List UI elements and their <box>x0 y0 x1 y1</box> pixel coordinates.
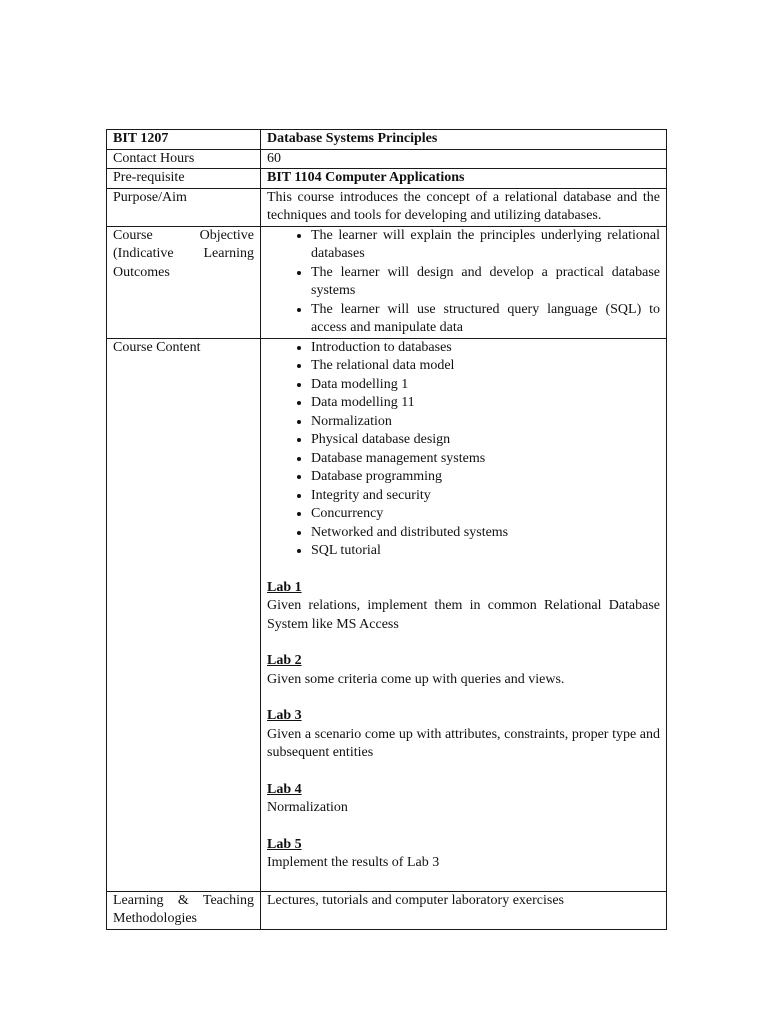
course-content-label: Course Content <box>107 338 261 891</box>
lab-2-description: Given some criteria come up with queries and views. <box>267 671 565 687</box>
course-code: BIT 1207 <box>107 130 261 150</box>
objective-label-word-learning: Learning <box>203 246 254 261</box>
content-item: • SQL tutorial <box>311 542 660 561</box>
objectives-cell <box>261 226 667 338</box>
lab-2-title: Lab 2 <box>267 653 302 668</box>
row-prerequisite <box>107 169 667 189</box>
lab-5-description: Implement the results of Lab 3 <box>267 855 440 870</box>
objective-label-word-objective: Objective <box>199 227 254 243</box>
row-objectives <box>107 226 667 338</box>
methodologies-label-line-2: Methodologies <box>113 911 197 926</box>
content-item: • Data modelling 11 <box>311 394 660 413</box>
lab-4-title: Lab 4 <box>267 781 302 797</box>
contact-hours-label: Contact Hours <box>107 149 261 169</box>
contact-hours-value: 60 <box>261 149 667 169</box>
row-course-code <box>107 130 667 150</box>
content-item: • Networked and distributed systems <box>311 524 660 543</box>
lab-3-description: Given a scenario come up with attributes, constraints, proper type and subsequent entities <box>267 726 660 760</box>
content-item: • The relational data model <box>311 357 660 376</box>
course-title: Database Systems Principles <box>261 130 667 150</box>
content-item: • Database programming <box>311 468 660 487</box>
purpose-value: This course introduces the concept of a relational database and the techniques and tools for developing and utilizing databases. <box>261 188 667 226</box>
objective-label-line-1 <box>113 227 254 246</box>
purpose-label: Purpose/Aim <box>107 188 261 226</box>
row-contact-hours <box>107 149 667 169</box>
course-content-cell <box>261 338 667 891</box>
row-methodologies <box>107 891 667 929</box>
objective-item: • The learner will use structured query language (SQL) to access and manipulate data <box>311 301 660 338</box>
lab-4-description: Normalization <box>267 800 348 815</box>
content-item: • Integrity and security <box>311 487 660 506</box>
objective-label-line-2 <box>113 245 254 264</box>
objective-item: • The learner will explain the principles underlying relational databases <box>311 227 660 264</box>
course-outline-table <box>106 129 667 930</box>
content-item: • Introduction to databases <box>311 339 660 358</box>
content-item: • Data modelling 1 <box>311 376 660 395</box>
objective-label-line-3: Outcomes <box>113 264 170 280</box>
content-item: • Concurrency <box>311 505 660 524</box>
content-item: • Physical database design <box>311 431 660 450</box>
methodologies-word-ampersand: & <box>177 892 189 908</box>
objective-label-word-course: Course <box>113 227 153 243</box>
methodologies-value: Lectures, tutorials and computer laboratory exercises <box>261 891 667 929</box>
row-course-content <box>107 338 667 891</box>
prerequisite-label: Pre-requisite <box>107 169 261 189</box>
content-item: • Database management systems <box>311 450 660 469</box>
prerequisite-value: BIT 1104 Computer Applications <box>261 169 667 189</box>
lab-1-description: Given relations, implement them in common Relational Database System like MS Access <box>267 598 660 632</box>
methodologies-word-teaching: Teaching <box>202 892 254 908</box>
lab-5-title: Lab 5 <box>267 836 302 852</box>
objective-label <box>107 226 261 338</box>
lab-3-title: Lab 3 <box>267 708 302 723</box>
methodologies-word-learning: Learning <box>113 892 164 908</box>
lab-1-title: Lab 1 <box>267 579 302 595</box>
objective-label-word-indicative: (Indicative <box>113 246 174 261</box>
objectives-list <box>267 227 660 338</box>
objective-item: • The learner will design and develop a practical database systems <box>311 264 660 301</box>
row-purpose <box>107 188 667 226</box>
methodologies-label <box>107 891 261 929</box>
content-list <box>267 339 660 561</box>
methodologies-label-line-1 <box>113 892 254 911</box>
content-item: • Normalization <box>311 413 660 432</box>
